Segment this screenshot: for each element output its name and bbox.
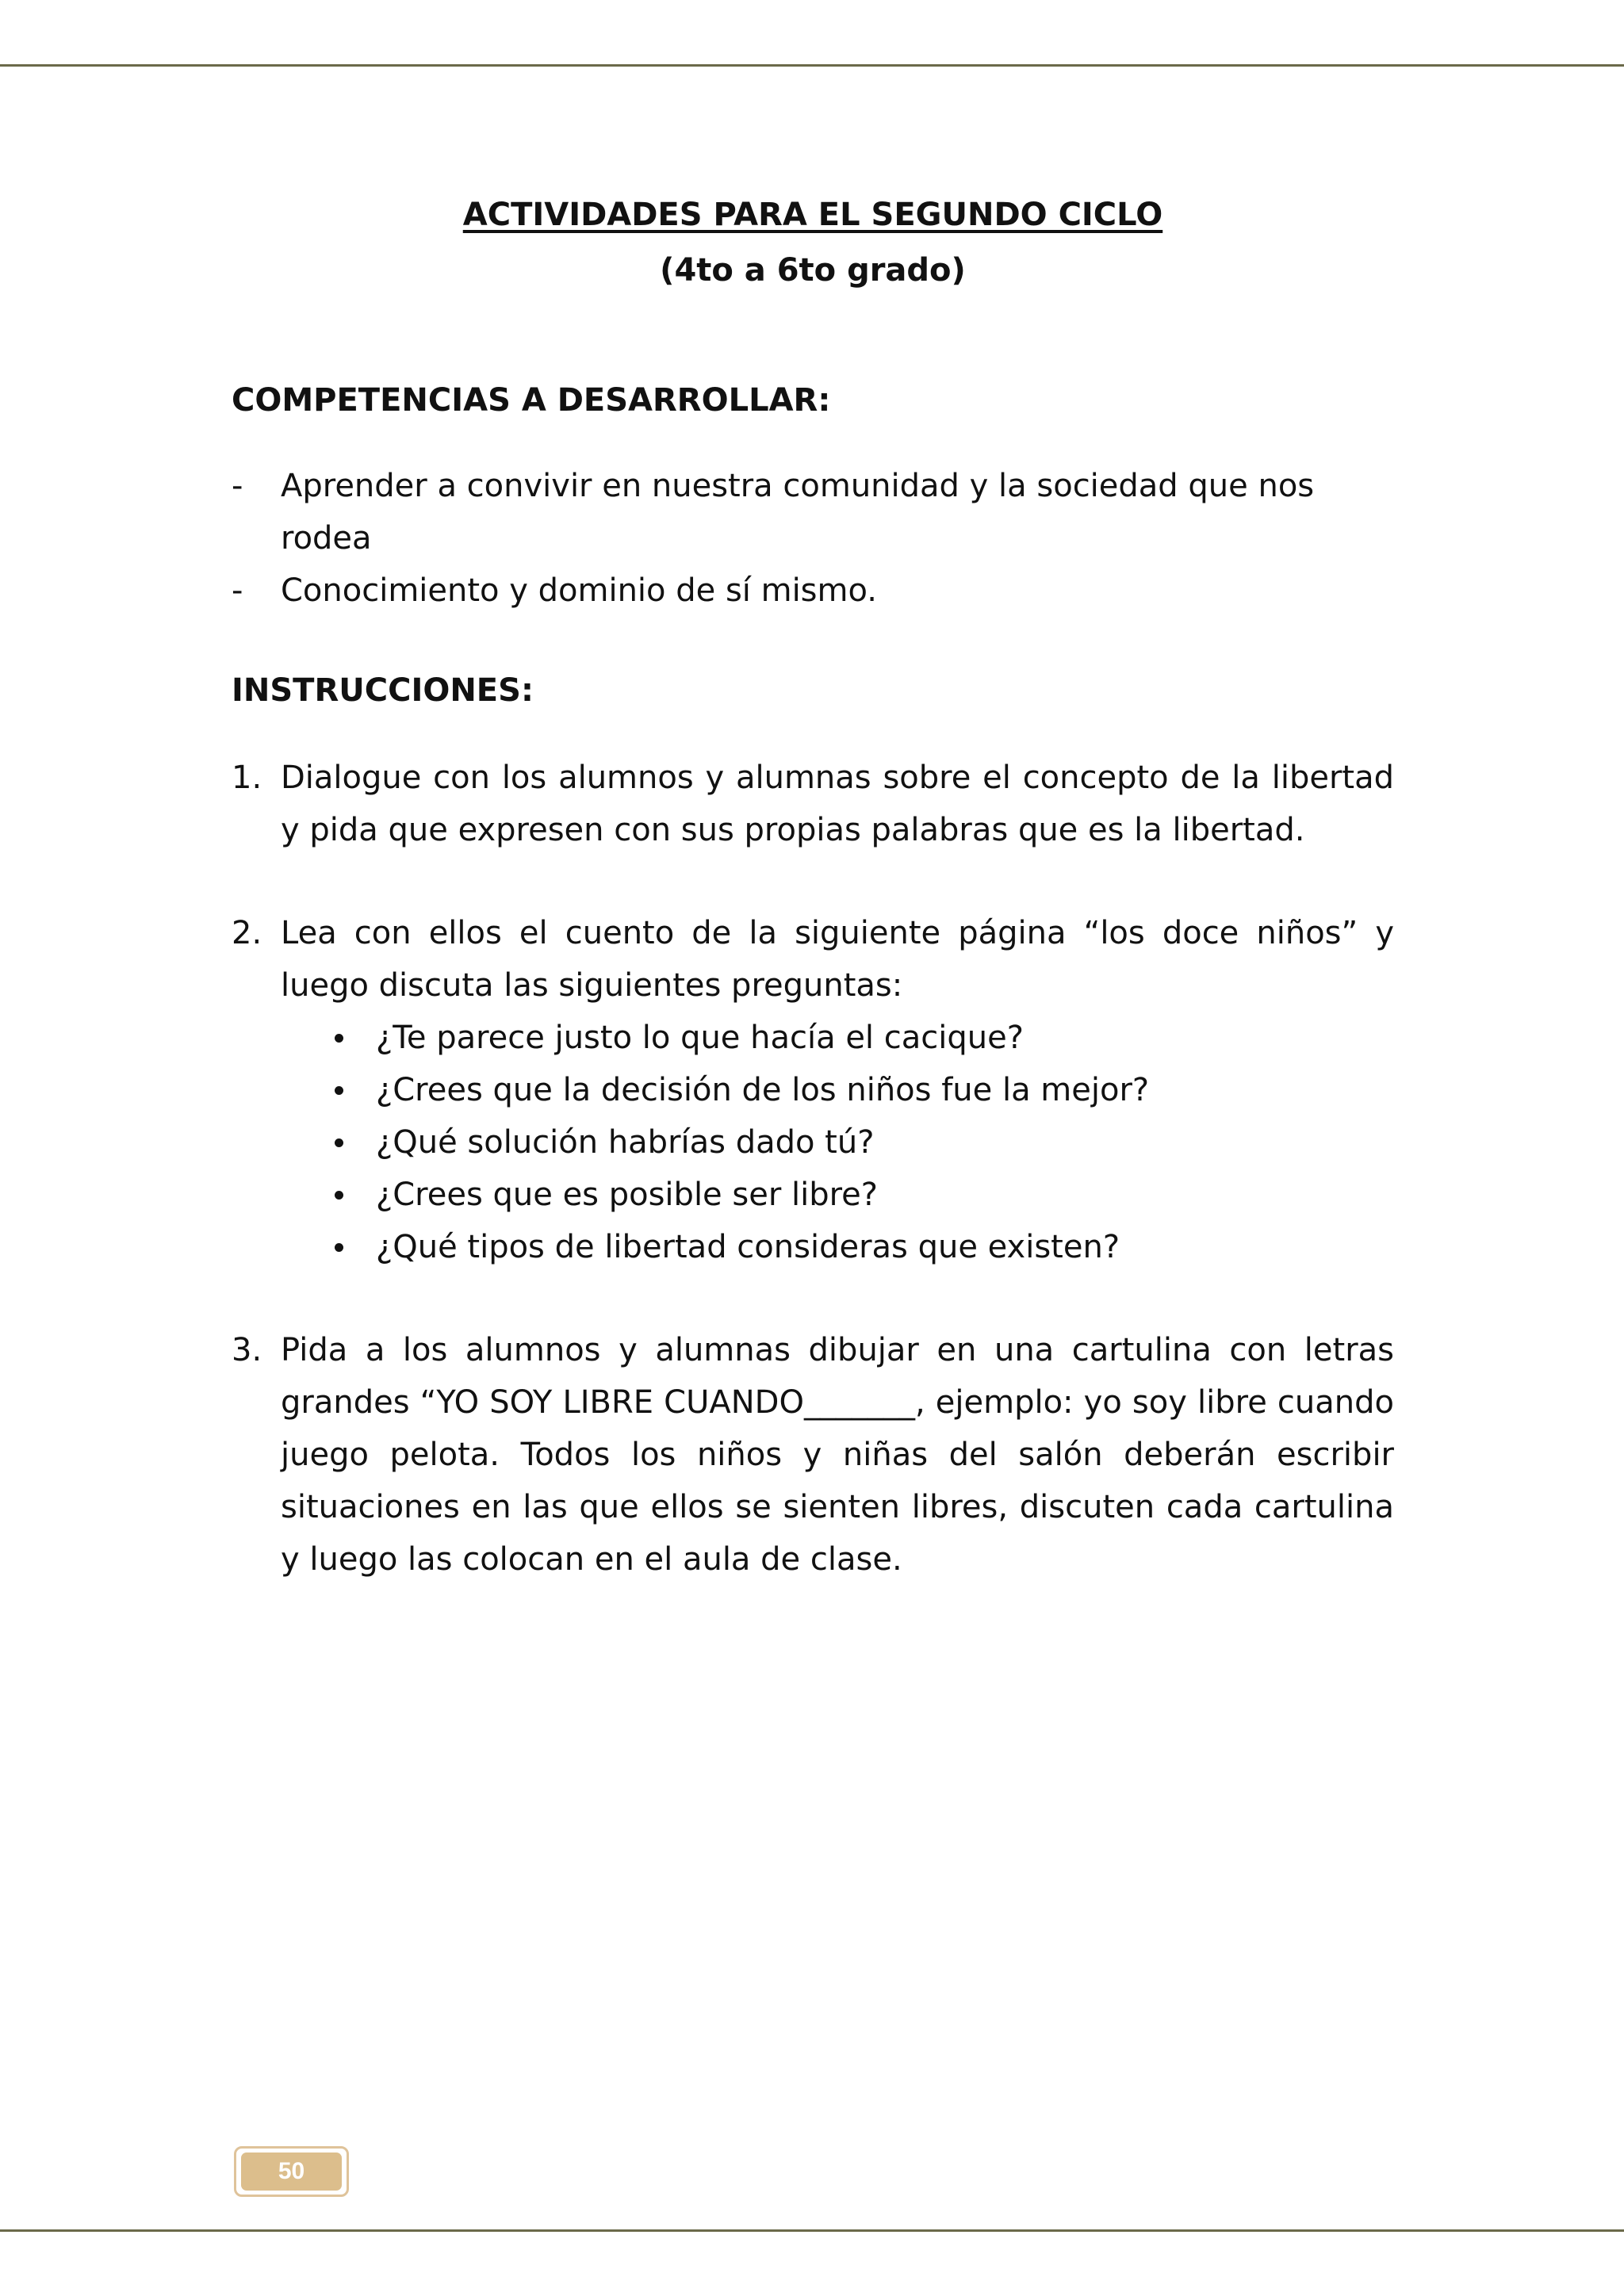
- page-subtitle: (4to a 6to grado): [660, 252, 966, 289]
- question-item: [281, 1169, 1394, 1221]
- competencia-text: Conocimiento y dominio de sí mismo.: [281, 572, 877, 609]
- question-item: [281, 1116, 1394, 1169]
- question-text: ¿Crees que la decisión de los niños fue la mejor?: [376, 1072, 1150, 1108]
- instrucciones-list: [232, 752, 1394, 1586]
- bullet-icon: [335, 1138, 343, 1147]
- questions-list: [281, 1012, 1394, 1273]
- page-number: 50: [241, 2152, 342, 2191]
- bullet-icon: [335, 1034, 343, 1043]
- instruction-item: [232, 752, 1394, 856]
- question-text: ¿Qué solución habrías dado tú?: [376, 1124, 875, 1161]
- competencia-text: Aprender a convivir en nuestra comunidad y la sociedad que nos rodea: [281, 468, 1315, 557]
- instruction-text: Dialogue con los alumnos y alumnas sobre el concepto de la libertad y pida que expresen con sus propias palabras que es la libertad.: [281, 760, 1394, 848]
- bottom-rule: [0, 2229, 1624, 2232]
- bullet-icon: [335, 1243, 343, 1252]
- question-text: ¿Crees que es posible ser libre?: [376, 1177, 879, 1213]
- dash-marker: -: [232, 468, 243, 504]
- page-title: ACTIVIDADES PARA EL SEGUNDO CICLO: [462, 197, 1163, 233]
- instruction-number: 1.: [232, 760, 262, 796]
- question-item: [281, 1064, 1394, 1116]
- instruction-number: 3.: [232, 1332, 262, 1368]
- top-rule: [0, 64, 1624, 67]
- list-item: [232, 564, 1394, 617]
- page-number-badge: [234, 2146, 349, 2197]
- question-item: [281, 1012, 1394, 1064]
- bullet-icon: [335, 1086, 343, 1095]
- competencias-list: [232, 460, 1394, 617]
- dash-marker: -: [232, 572, 243, 609]
- instruction-text: Lea con ellos el cuento de la siguiente página “los doce niños” y luego discuta las siguientes preguntas:: [281, 915, 1394, 1004]
- list-item: [232, 460, 1394, 564]
- instruction-text: Pida a los alumnos y alumnas dibujar en una cartulina con letras grandes “YO SOY LIBRE CUANDO_______, ejemplo: yo soy libre cuando juego pelota. Todos los niños y niñas del salón deberán escribir situaciones en las que ellos se sienten libres, discuten cada cartulina y luego las colocan en el aula de clase.: [281, 1332, 1394, 1578]
- bullet-icon: [335, 1191, 343, 1200]
- question-text: ¿Qué tipos de libertad consideras que existen?: [376, 1229, 1120, 1265]
- competencias-heading: COMPETENCIAS A DESARROLLAR:: [232, 382, 831, 419]
- instruction-number: 2.: [232, 915, 262, 951]
- question-item: [281, 1221, 1394, 1273]
- instruction-item: [232, 907, 1394, 1273]
- question-text: ¿Te parece justo lo que hacía el cacique?: [376, 1020, 1024, 1056]
- instrucciones-heading: INSTRUCCIONES:: [232, 672, 534, 709]
- instruction-item: [232, 1324, 1394, 1586]
